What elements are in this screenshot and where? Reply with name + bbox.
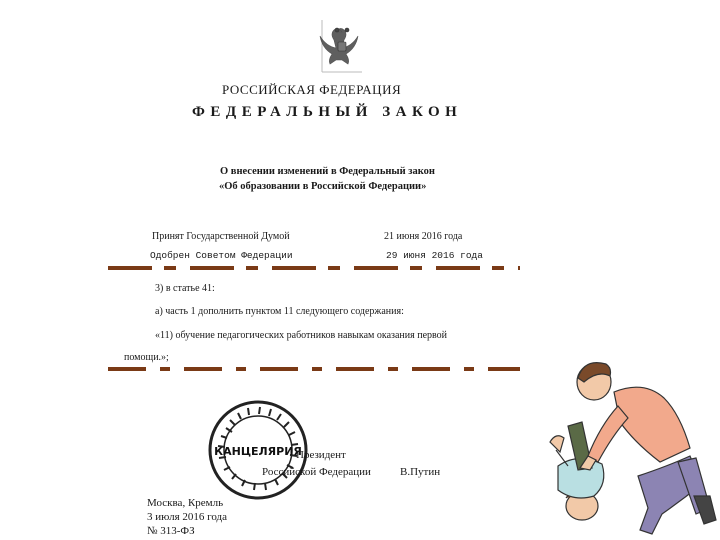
law-title-line1: О внесении изменений в Федеральный закон (220, 166, 435, 177)
signatory-country: Российской Федерации (262, 466, 371, 478)
signing-date: 3 июля 2016 года (147, 511, 228, 523)
dashed-divider-top (108, 266, 520, 270)
law-number: № 313-ФЗ (147, 525, 195, 537)
article-item: 3) в статье 41: (155, 283, 215, 294)
law-type-heading: ФЕДЕРАЛЬНЫЙ ЗАКОН (192, 104, 463, 120)
dashed-divider-bottom (108, 367, 520, 371)
article-subitem: а) часть 1 дополнить пунктом 11 следующего содержания: (155, 306, 404, 317)
duma-adoption-date: 21 июня 2016 года (384, 231, 463, 242)
quote-line-2: помощи.»; (124, 352, 169, 363)
signatory-name: В.Путин (400, 466, 441, 478)
signing-place: Москва, Кремль (147, 497, 224, 509)
quote-line-1: «11) обучение педагогических работников навыкам оказания первой (155, 330, 448, 341)
council-approval-date: 29 июня 2016 года (386, 250, 483, 261)
duma-adoption-label: Принят Государственной Думой (152, 231, 290, 242)
stamp-seal-icon (206, 398, 310, 502)
council-approval-label: Одобрен Советом Федерации (150, 250, 293, 261)
cpr-illustration-icon (528, 356, 718, 536)
country-title: РОССИЙСКАЯ ФЕДЕРАЦИЯ (222, 82, 402, 97)
seal-center-text: КАНЦЕЛЯРИЯ (214, 445, 302, 458)
eagle-emblem-icon (308, 18, 364, 74)
signatory-title: Президент (296, 449, 346, 461)
law-title-line2: «Об образовании в Российской Федерации» (219, 181, 427, 192)
